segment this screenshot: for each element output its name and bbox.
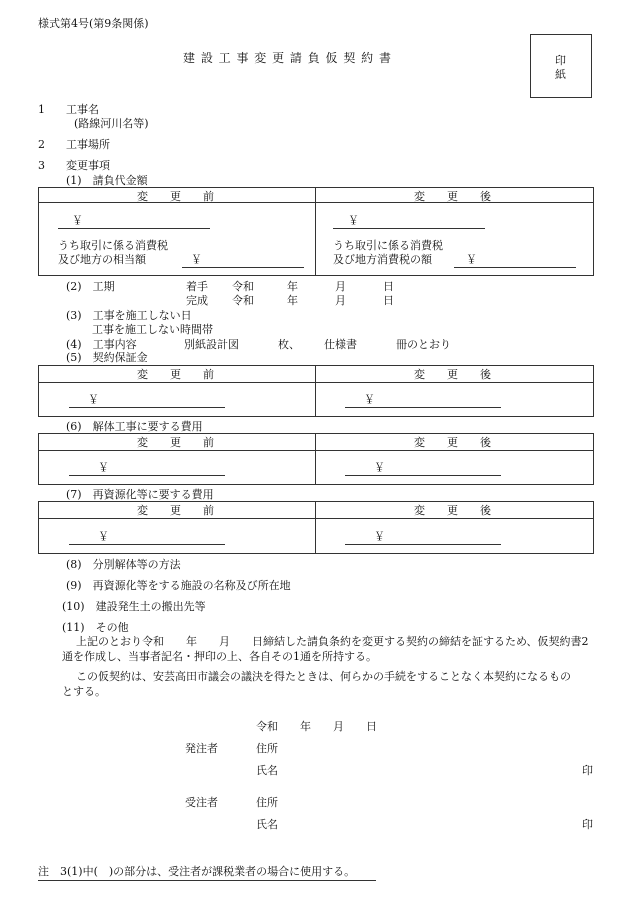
s2-end-day: 日 — [383, 294, 394, 307]
s7-before-yen: ￥ — [98, 530, 109, 543]
orderer-address-label: 住所 — [256, 742, 278, 755]
orderer-label: 発注者 — [185, 742, 218, 755]
contractor-name-label: 氏名 — [256, 818, 278, 831]
stamp-label-1: 印 — [555, 54, 566, 67]
contractor-address-label: 住所 — [256, 796, 278, 809]
s4-label: (4) 工事内容 — [66, 338, 137, 351]
s6-after-yen: ￥ — [374, 461, 385, 474]
s9-label: (9) 再資源化等をする施設の名称及び所在地 — [66, 579, 291, 592]
s2-start-year: 年 — [287, 280, 298, 293]
s7-after-header: 変 更 後 — [414, 504, 491, 517]
s2-start-day: 日 — [383, 280, 394, 293]
s2-start-month: 月 — [335, 280, 346, 293]
s1-after-tax-yen: ￥ — [466, 253, 477, 266]
contractor-label: 受注者 — [185, 796, 218, 809]
s7-after-yen: ￥ — [374, 530, 385, 543]
orderer-name-label: 氏名 — [256, 764, 278, 777]
contractor-seal: 印 — [582, 818, 593, 831]
item-3-label: 変更事項 — [66, 159, 110, 172]
paragraph-2-line-1: この仮契約は、安芸高田市議会の議決を得たときは、何らかの手続をすることなく本契約になるもの — [76, 670, 571, 683]
s4-sheets: 枚、 — [278, 338, 300, 351]
item-3-number: 3 — [38, 159, 45, 172]
item-2-number: 2 — [38, 138, 45, 151]
s6-after-header: 変 更 後 — [414, 436, 491, 449]
s1-before-header: 変 更 前 — [137, 190, 214, 203]
sign-date: 令和 年 月 日 — [256, 720, 377, 733]
document-title: 建 設 工 事 変 更 請 負 仮 契 約 書 — [183, 51, 392, 65]
item-1-label: 工事名 — [66, 103, 99, 116]
s6-before-header: 変 更 前 — [137, 436, 214, 449]
form-label: 様式第4号(第9条関係) — [38, 17, 149, 30]
s2-end-era: 令和 — [232, 294, 254, 307]
s7-label: (7) 再資源化等に要する費用 — [66, 488, 214, 501]
orderer-seal: 印 — [582, 764, 593, 777]
paragraph-1-line-1: 上記のとおり令和 年 月 日締結した請負条約を変更する契約の締結を証するため、仮契約書2 — [76, 635, 589, 648]
item-1-number: 1 — [38, 103, 45, 116]
s1-after-tax-2: 及び地方消費税の額 — [333, 253, 432, 266]
s2-start-era: 令和 — [232, 280, 254, 293]
s1-label: (1) 請負代金額 — [66, 174, 148, 187]
s1-before-tax-yen: ￥ — [191, 253, 202, 266]
s2-end-year: 年 — [287, 294, 298, 307]
s2-end: 完成 — [186, 294, 208, 307]
s7-table — [38, 501, 594, 554]
s1-after-yen: ￥ — [348, 214, 359, 227]
s3-sub: 工事を施工しない時間帯 — [92, 323, 213, 336]
s1-after-tax-1: うち取引に係る消費税 — [333, 239, 443, 252]
s2-label: (2) 工期 — [66, 280, 115, 293]
s6-label: (6) 解体工事に要する費用 — [66, 420, 203, 433]
s5-after-header: 変 更 後 — [414, 368, 491, 381]
s7-before-header: 変 更 前 — [137, 504, 214, 517]
s4-books: 冊のとおり — [396, 338, 451, 351]
footnote: 注 3(1)中( )の部分は、受注者が課税業者の場合に使用する。 — [38, 865, 356, 878]
item-2-label: 工事場所 — [66, 138, 110, 151]
s5-table — [38, 365, 594, 417]
s5-before-yen: ￥ — [88, 393, 99, 406]
s2-end-month: 月 — [335, 294, 346, 307]
s4-drawing: 別紙設計図 — [184, 338, 239, 351]
s1-before-tax-1: うち取引に係る消費税 — [58, 239, 168, 252]
s6-table — [38, 433, 594, 485]
s10-label: (10) 建設発生土の搬出先等 — [62, 600, 206, 613]
s5-after-yen: ￥ — [364, 393, 375, 406]
paragraph-1-line-2: 通を作成し、当事者記名・押印の上、各自その1通を所持する。 — [62, 650, 377, 663]
s2-start: 着手 — [186, 280, 208, 293]
s4-spec: 仕様書 — [324, 338, 357, 351]
s11-label: (11) その他 — [62, 621, 129, 634]
s6-before-yen: ￥ — [98, 461, 109, 474]
s3-label: (3) 工事を施工しない日 — [66, 309, 192, 322]
item-1-sub: (路線河川名等) — [74, 117, 149, 130]
s1-after-header: 変 更 後 — [414, 190, 491, 203]
paragraph-2-line-2: とする。 — [62, 685, 106, 698]
s5-label: (5) 契約保証金 — [66, 351, 148, 364]
s1-before-yen: ￥ — [72, 214, 83, 227]
stamp-label-2: 紙 — [555, 68, 566, 81]
s5-before-header: 変 更 前 — [137, 368, 214, 381]
s1-before-tax-2: 及び地方の相当額 — [58, 253, 146, 266]
s8-label: (8) 分別解体等の方法 — [66, 558, 181, 571]
